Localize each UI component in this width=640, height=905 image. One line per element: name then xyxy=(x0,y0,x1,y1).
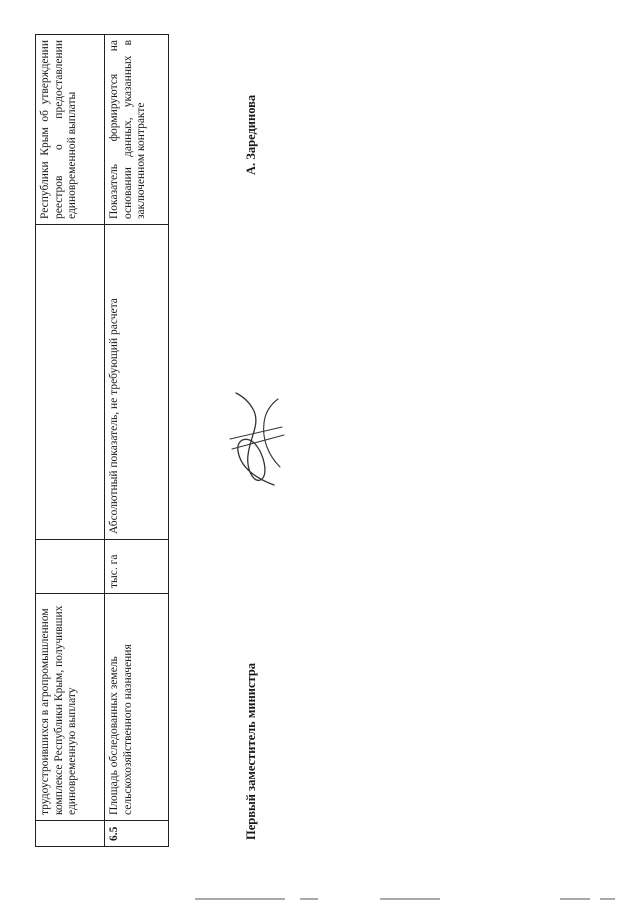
handwritten-signature xyxy=(222,385,292,495)
cell-data-source: Республики Крым об утверждении реестров о предоставлении единовременной выплаты xyxy=(36,35,105,225)
cell-calc-method xyxy=(36,225,105,540)
cell-unit: тыс. га xyxy=(105,540,169,594)
cell-indicator-name: Площадь обследованных земель сельскохозяйственного назначения xyxy=(105,594,169,821)
table-row-6-5 xyxy=(105,35,169,847)
cell-data-source: Показатель формируются на основании данных, указанных в заключенном контракте xyxy=(105,35,169,225)
cell-number xyxy=(36,821,105,847)
cell-number: 6.5 xyxy=(105,821,169,847)
table-row-continuation xyxy=(36,35,105,847)
cell-calc-method: Абсолютный показатель, не требующий расчета xyxy=(105,225,169,540)
signer-name: А. Зарединова xyxy=(244,94,258,175)
cell-unit xyxy=(36,540,105,594)
cell-indicator-name: трудоустроившихся в агропромышленном комплексе Республики Крым, получивших единовременную выплату xyxy=(36,594,105,821)
signer-position: Первый заместитель министра xyxy=(244,662,258,840)
indicators-table xyxy=(35,34,169,847)
